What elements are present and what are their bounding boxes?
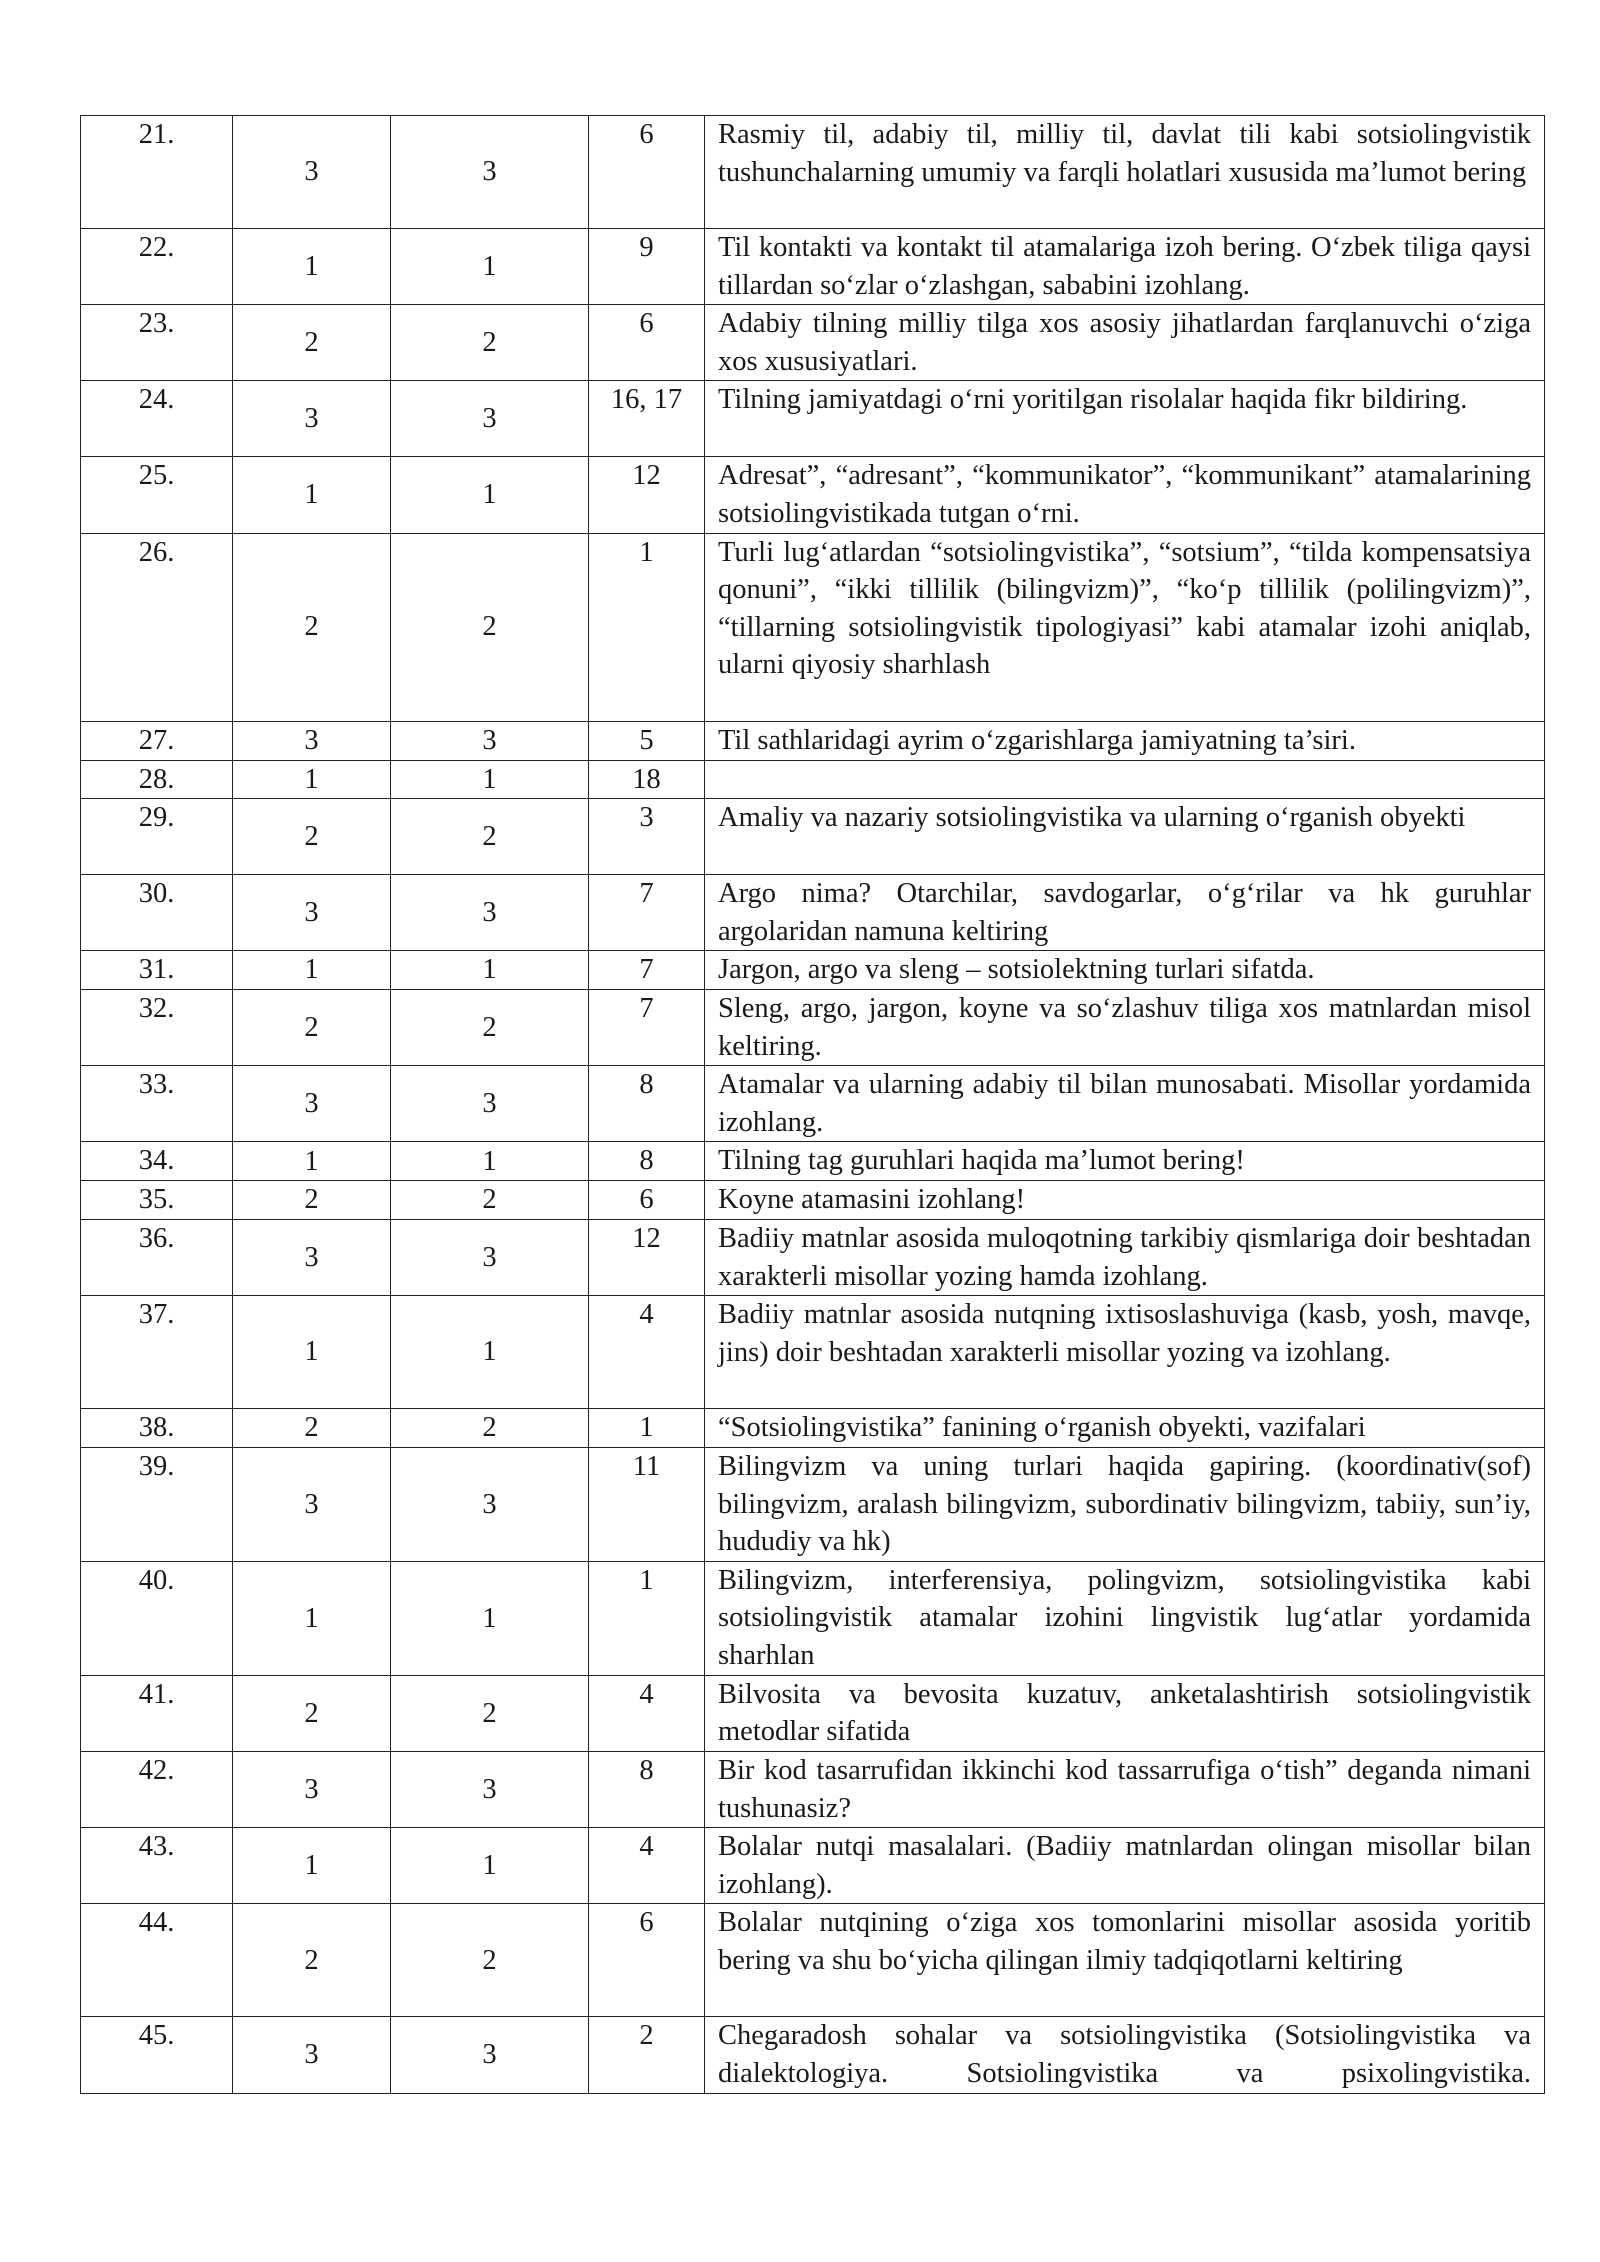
table-row xyxy=(81,381,1545,457)
column-a-cell: 3 xyxy=(233,2017,391,2093)
row-number-cell: 36. xyxy=(81,1219,233,1295)
page-ref-cell: 12 xyxy=(589,1219,705,1295)
table-row xyxy=(81,1409,1545,1448)
column-a-cell: 3 xyxy=(233,1219,391,1295)
column-b-cell: 1 xyxy=(391,1561,589,1675)
table-row xyxy=(81,721,1545,760)
page-ref-cell: 8 xyxy=(589,1066,705,1142)
column-a-cell: 1 xyxy=(233,1296,391,1409)
table-row xyxy=(81,229,1545,305)
row-number-cell: 33. xyxy=(81,1066,233,1142)
page-ref-cell: 18 xyxy=(589,760,705,799)
page-ref-cell: 16, 17 xyxy=(589,381,705,457)
column-a-cell: 3 xyxy=(233,1448,391,1562)
page-ref-cell: 8 xyxy=(589,1142,705,1181)
column-b-cell: 1 xyxy=(391,760,589,799)
question-text-cell: Argo nima? Otarchilar, savdogarlar, o‘g‘rilar va hk guruhlar argolaridan namuna keltiring xyxy=(705,875,1545,951)
table-row xyxy=(81,875,1545,951)
row-number-cell: 21. xyxy=(81,116,233,229)
question-text-cell: Badiiy matnlar asosida muloqotning tarkibiy qismlariga doir beshtadan xarakterli misollar yozing hamda izohlang. xyxy=(705,1219,1545,1295)
column-a-cell: 2 xyxy=(233,1181,391,1220)
question-text-cell: Bolalar nutqining o‘ziga xos tomonlarini misollar asosida yoritib bering va shu bo‘yicha qilingan ilmiy tadqiqotlarni keltiring xyxy=(705,1904,1545,2017)
row-number-cell: 27. xyxy=(81,721,233,760)
question-text-cell: Rasmiy til, adabiy til, milliy til, davlat tili kabi sotsiolingvistik tushunchalarning umumiy va farqli holatlari xususida ma’lumot bering xyxy=(705,116,1545,229)
page-ref-cell: 6 xyxy=(589,116,705,229)
page-ref-cell: 6 xyxy=(589,1904,705,2017)
column-a-cell: 2 xyxy=(233,989,391,1065)
question-text-cell: “Sotsiolingvistika” fanining o‘rganish obyekti, vazifalari xyxy=(705,1409,1545,1448)
question-text-cell: Til kontakti va kontakt til atamalariga izoh bering. O‘zbek tiliga qaysi tillardan so‘zlar o‘zlashgan, sababini izohlang. xyxy=(705,229,1545,305)
question-text-cell: Bilingvizm va uning turlari haqida gapiring. (koordinativ(sof) bilingvizm, aralash bilingvizm, subordinativ bilingvizm, tabiiy, sun’iy, hududiy va hk) xyxy=(705,1448,1545,1562)
page-ref-cell: 11 xyxy=(589,1448,705,1562)
row-number-cell: 22. xyxy=(81,229,233,305)
question-text-cell: Jargon, argo va sleng – sotsiolektning turlari sifatda. xyxy=(705,951,1545,990)
table-row xyxy=(81,533,1545,721)
row-number-cell: 25. xyxy=(81,457,233,533)
question-text-cell: Adresat”, “adresant”, “kommunikator”, “kommunikant” atamalarining sotsiolingvistikada tutgan o‘rni. xyxy=(705,457,1545,533)
row-number-cell: 26. xyxy=(81,533,233,721)
table-body xyxy=(81,116,1545,2094)
column-a-cell: 1 xyxy=(233,1142,391,1181)
table-row xyxy=(81,2017,1545,2093)
question-text-cell: Koyne atamasini izohlang! xyxy=(705,1181,1545,1220)
column-a-cell: 3 xyxy=(233,116,391,229)
table-row xyxy=(81,1219,1545,1295)
row-number-cell: 40. xyxy=(81,1561,233,1675)
column-b-cell: 1 xyxy=(391,1142,589,1181)
column-a-cell: 2 xyxy=(233,1675,391,1751)
question-text-cell: Atamalar va ularning adabiy til bilan munosabati. Misollar yordamida izohlang. xyxy=(705,1066,1545,1142)
page-ref-cell: 6 xyxy=(589,1181,705,1220)
column-a-cell: 3 xyxy=(233,1066,391,1142)
page-ref-cell: 8 xyxy=(589,1752,705,1828)
row-number-cell: 44. xyxy=(81,1904,233,2017)
table-row xyxy=(81,1828,1545,1904)
column-b-cell: 3 xyxy=(391,116,589,229)
table-row xyxy=(81,1675,1545,1751)
column-a-cell: 1 xyxy=(233,457,391,533)
column-b-cell: 2 xyxy=(391,989,589,1065)
row-number-cell: 30. xyxy=(81,875,233,951)
table-row xyxy=(81,116,1545,229)
row-number-cell: 34. xyxy=(81,1142,233,1181)
table-row xyxy=(81,305,1545,381)
column-a-cell: 3 xyxy=(233,1752,391,1828)
table-row xyxy=(81,1142,1545,1181)
column-a-cell: 2 xyxy=(233,1904,391,2017)
column-b-cell: 3 xyxy=(391,1752,589,1828)
column-a-cell: 3 xyxy=(233,875,391,951)
table-row xyxy=(81,1181,1545,1220)
question-text-cell: Til sathlaridagi ayrim o‘zgarishlarga jamiyatning ta’siri. xyxy=(705,721,1545,760)
column-a-cell: 1 xyxy=(233,1561,391,1675)
page-ref-cell: 1 xyxy=(589,1409,705,1448)
column-b-cell: 3 xyxy=(391,1219,589,1295)
page-ref-cell: 7 xyxy=(589,989,705,1065)
table-row xyxy=(81,989,1545,1065)
row-number-cell: 23. xyxy=(81,305,233,381)
column-a-cell: 2 xyxy=(233,533,391,721)
question-text-cell: Sleng, argo, jargon, koyne va so‘zlashuv tiliga xos matnlardan misol keltiring. xyxy=(705,989,1545,1065)
row-number-cell: 39. xyxy=(81,1448,233,1562)
document-table xyxy=(80,115,1545,2094)
question-text-cell: Adabiy tilning milliy tilga xos asosiy jihatlardan farqlanuvchi o‘ziga xos xususiyatlari. xyxy=(705,305,1545,381)
page-ref-cell: 12 xyxy=(589,457,705,533)
page-ref-cell: 6 xyxy=(589,305,705,381)
column-b-cell: 2 xyxy=(391,1409,589,1448)
question-text-cell: Amaliy va nazariy sotsiolingvistika va ularning o‘rganish obyekti xyxy=(705,799,1545,875)
question-text-cell: Bilvosita va bevosita kuzatuv, anketalashtirish sotsiolingvistik metodlar sifatida xyxy=(705,1675,1545,1751)
page-ref-cell: 4 xyxy=(589,1828,705,1904)
table-row xyxy=(81,1066,1545,1142)
table-row xyxy=(81,457,1545,533)
page-ref-cell: 7 xyxy=(589,875,705,951)
column-a-cell: 3 xyxy=(233,381,391,457)
page-ref-cell: 1 xyxy=(589,1561,705,1675)
table-row xyxy=(81,1296,1545,1409)
question-text-cell: Badiiy matnlar asosida nutqning ixtisoslashuviga (kasb, yosh, mavqe, jins) doir beshtadan xarakterli misollar yozing va izohlang. xyxy=(705,1296,1545,1409)
column-b-cell: 1 xyxy=(391,951,589,990)
page-ref-cell: 4 xyxy=(589,1675,705,1751)
column-b-cell: 3 xyxy=(391,721,589,760)
column-b-cell: 1 xyxy=(391,229,589,305)
page-ref-cell: 7 xyxy=(589,951,705,990)
table-row xyxy=(81,951,1545,990)
table-row xyxy=(81,1904,1545,2017)
column-b-cell: 3 xyxy=(391,1448,589,1562)
question-text-cell: Bolalar nutqi masalalari. (Badiiy matnlardan olingan misollar bilan izohlang). xyxy=(705,1828,1545,1904)
column-b-cell: 2 xyxy=(391,305,589,381)
column-b-cell: 3 xyxy=(391,1066,589,1142)
row-number-cell: 24. xyxy=(81,381,233,457)
row-number-cell: 35. xyxy=(81,1181,233,1220)
column-b-cell: 3 xyxy=(391,2017,589,2093)
column-b-cell: 3 xyxy=(391,381,589,457)
page-ref-cell: 9 xyxy=(589,229,705,305)
column-a-cell: 1 xyxy=(233,229,391,305)
table-row xyxy=(81,1752,1545,1828)
column-b-cell: 2 xyxy=(391,1675,589,1751)
table-row xyxy=(81,1448,1545,1562)
page-ref-cell: 2 xyxy=(589,2017,705,2093)
column-b-cell: 2 xyxy=(391,1904,589,2017)
column-a-cell: 1 xyxy=(233,951,391,990)
page-ref-cell: 5 xyxy=(589,721,705,760)
question-text-cell: Tilning jamiyatdagi o‘rni yoritilgan risolalar haqida fikr bildiring. xyxy=(705,381,1545,457)
row-number-cell: 32. xyxy=(81,989,233,1065)
column-b-cell: 2 xyxy=(391,799,589,875)
column-a-cell: 1 xyxy=(233,1828,391,1904)
column-a-cell: 2 xyxy=(233,1409,391,1448)
table-row xyxy=(81,760,1545,799)
question-text-cell: Turli lug‘atlardan “sotsiolingvistika”, “sotsium”, “tilda kompensatsiya qonuni”, “ikki tillilik (bilingvizm)”, “ko‘p tillilik (polilingvizm)”, “tillarning sotsiolingvistik tipologiyasi” kabi atamalar izohi aniqlab, ularni qiyosiy sharhlash xyxy=(705,533,1545,721)
page-ref-cell: 3 xyxy=(589,799,705,875)
question-text-cell: Bir kod tasarrufidan ikkinchi kod tassarrufiga o‘tish” deganda nimani tushunasiz? xyxy=(705,1752,1545,1828)
column-b-cell: 2 xyxy=(391,1181,589,1220)
question-text-cell: Chegaradosh sohalar va sotsiolingvistika (Sotsiolingvistika va dialektologiya. Sotsiolingvistika va psixolingvistika. xyxy=(705,2017,1545,2093)
column-a-cell: 2 xyxy=(233,799,391,875)
row-number-cell: 29. xyxy=(81,799,233,875)
table-row xyxy=(81,799,1545,875)
column-b-cell: 1 xyxy=(391,1828,589,1904)
row-number-cell: 42. xyxy=(81,1752,233,1828)
row-number-cell: 28. xyxy=(81,760,233,799)
column-a-cell: 1 xyxy=(233,760,391,799)
row-number-cell: 43. xyxy=(81,1828,233,1904)
row-number-cell: 45. xyxy=(81,2017,233,2093)
column-a-cell: 2 xyxy=(233,305,391,381)
page-ref-cell: 1 xyxy=(589,533,705,721)
row-number-cell: 38. xyxy=(81,1409,233,1448)
table-row xyxy=(81,1561,1545,1675)
question-text-cell xyxy=(705,760,1545,799)
column-b-cell: 3 xyxy=(391,875,589,951)
column-b-cell: 2 xyxy=(391,533,589,721)
column-b-cell: 1 xyxy=(391,457,589,533)
page-ref-cell: 4 xyxy=(589,1296,705,1409)
row-number-cell: 37. xyxy=(81,1296,233,1409)
row-number-cell: 41. xyxy=(81,1675,233,1751)
question-text-cell: Bilingvizm, interferensiya, polingvizm, sotsiolingvistika kabi sotsiolingvistik atamalar izohini lingvistik lug‘atlar yordamida sharhlan xyxy=(705,1561,1545,1675)
column-b-cell: 1 xyxy=(391,1296,589,1409)
row-number-cell: 31. xyxy=(81,951,233,990)
question-text-cell: Tilning tag guruhlari haqida ma’lumot bering! xyxy=(705,1142,1545,1181)
column-a-cell: 3 xyxy=(233,721,391,760)
